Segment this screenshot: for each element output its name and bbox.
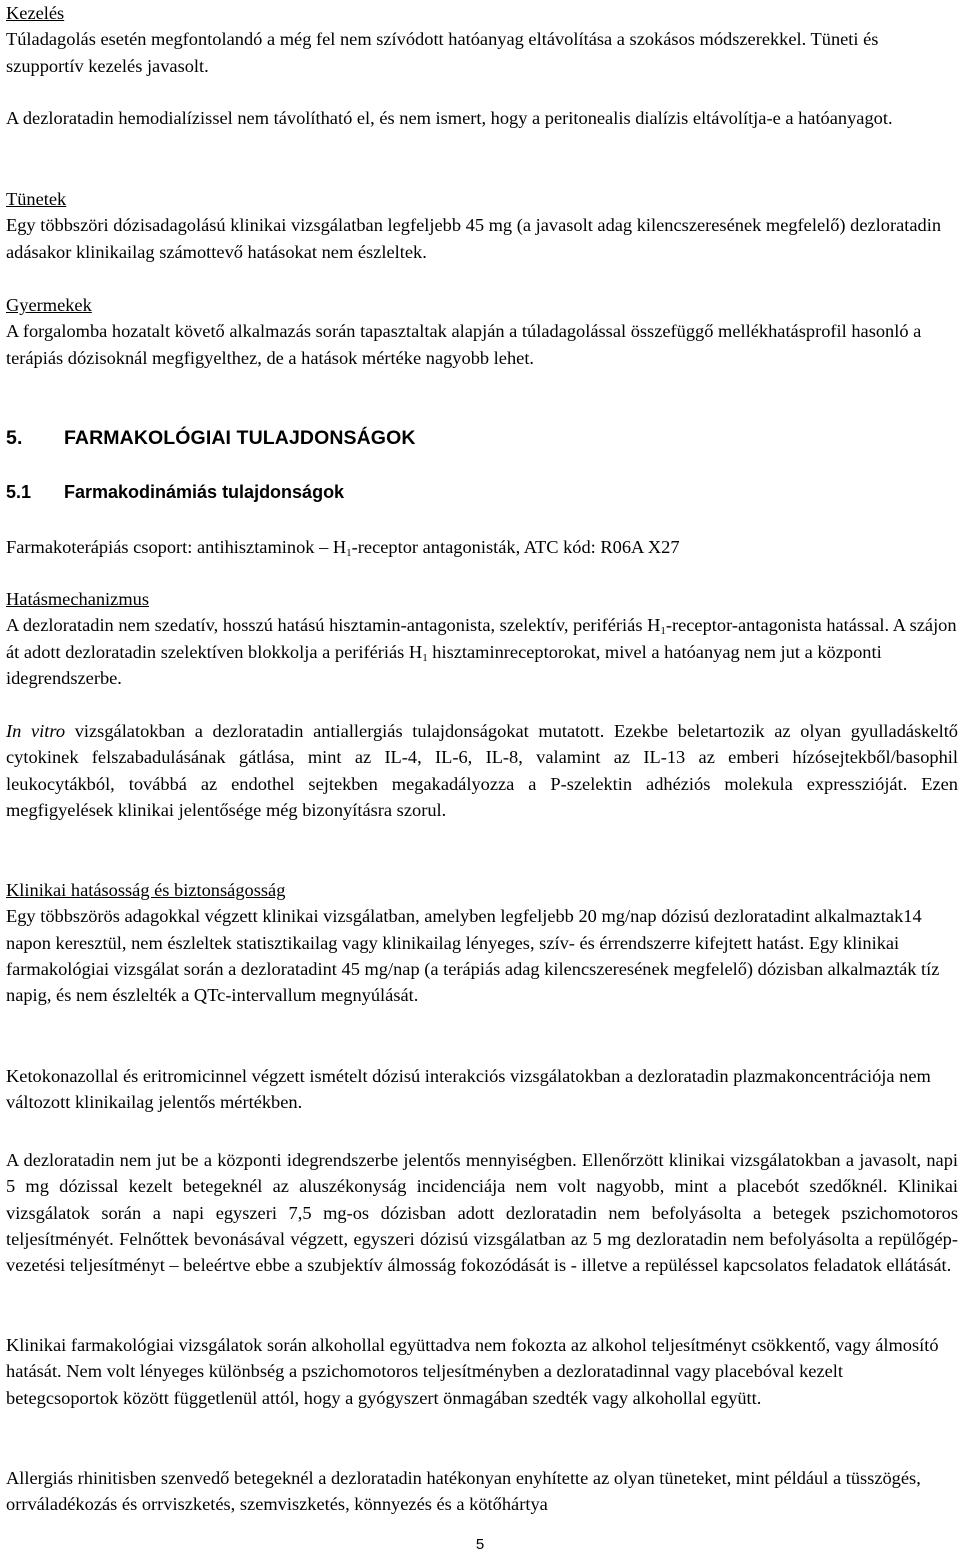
section-5-heading: [6, 425, 958, 451]
heading-efficacy: Klinikai hatásosság és biztonságosság: [6, 880, 286, 900]
section-efficacy: [6, 877, 958, 1008]
section-mechanism: [6, 586, 958, 691]
section-kezeles: [6, 0, 958, 79]
page-number: 5: [475, 1536, 485, 1553]
paragraph-kezeles: Túladagolás esetén megfontolandó a még fel nem szívódott hatóanyag eltávolítása a szokásos módszerekkel. Tüneti és szupportív kezelés javasolt.: [6, 29, 879, 76]
paragraph-ketoconazole: Ketokonazollal és eritromicinnel végzett ismételt dózisú interakciós vizsgálatokban a dezloratadin plazmakoncentrációja nem változott klinikailag jelentős mértékben.: [6, 1066, 931, 1113]
section-tunetek: [6, 186, 958, 265]
paragraph-dialysis: A dezloratadin hemodialízissel nem távolítható el, és nem ismert, hogy a peritonealis dialízis eltávolítja-e a hatóanyagot.: [6, 108, 893, 128]
paragraph-allergic: Allergiás rhinitisben szenvedő betegeknél a dezloratadin hatékonyan enyhítette az olyan tüneteket, mint például a tüsszögés, orrváladékozás és orrviszketés, szemviszketés, könnyezés és a kötőhártya: [6, 1468, 921, 1515]
paragraph-invitro: [6, 718, 958, 823]
section-gyermekek: [6, 292, 958, 371]
paragraph-mechanism: [6, 612, 958, 691]
invitro-italic: In vitro: [6, 721, 66, 741]
paragraph-pharmaco-group: [6, 534, 958, 560]
section-5-1-heading: [6, 479, 958, 505]
paragraph-cns: A dezloratadin nem jut be a központi idegrendszerbe jelentős mennyiségben. Ellenőrzött klinikai vizsgálatokban a javasolt, napi 5 mg dózissal kezelt betegeknél az aluszékonyság incidenciája nem volt nagyobb, mint a placebót szedőknél. Klinikai vizsgálatok során a napi egyszeri 7,5 mg-os dózisban adott dezloratadin nem befolyásolta a betegek pszichomotoros teljesítményét. Felnőttek bevonásával végzett, egyszeri dózisú vizsgálatban az 5 mg dezloratadin nem befolyásolta a repülőgép-vezetési teljesítményt – beleértve ebbe a szubjektív álmosság fokozódását is - illetve a repüléssel kapcsolatos feladatok ellátását.: [6, 1150, 958, 1276]
section-5-1-title: Farmakodinámiás tulajdonságok: [64, 482, 345, 502]
mechanism-text-3: hisztaminreceptorokat, mivel a hatóanyag nem jut a központi idegrendszerbe.: [6, 641, 882, 688]
pharmaco-group-text: Farmakoterápiás csoport: antihisztaminok – H: [6, 537, 347, 557]
heading-tunetek: Tünetek: [6, 189, 67, 209]
paragraph-alcohol: Klinikai farmakológiai vizsgálatok során alkohollal együttadva nem fokozta az alkohol teljesítményt csökkentő, vagy álmosító hatását. Nem volt lényeges különbség a pszichomotoros teljesítményben a dezloratadinnal vagy placebóval kezelt betegcsoportok között függetlenül attól, hogy a gyógyszert önmagában szedték vagy alkohollal együtt.: [6, 1335, 939, 1408]
heading-kezeles: Kezelés: [6, 3, 65, 23]
mechanism-text-2: -receptor-antagonista hatással. A szájon át adott dezloratadin szelektíven blokkolja a perifériás H: [6, 615, 957, 662]
section-5-number: 5.: [6, 427, 23, 449]
paragraph-tunetek: Egy többszöri dózisadagolású klinikai vizsgálatban legfeljebb 45 mg (a javasolt adag kilencszeresének megfelelő) dezloratadin adásakor klinikailag számottevő hatásokat nem észleltek.: [6, 215, 942, 262]
heading-mechanism: Hatásmechanizmus: [6, 589, 149, 609]
section-5-1-number: 5.1: [6, 482, 32, 502]
subscript: 1: [660, 625, 666, 638]
heading-gyermekek: Gyermekek: [6, 295, 92, 315]
invitro-text: vizsgálatokban a dezloratadin antiallergiás tulajdonságokat mutatott. Ezekbe beletartozik az olyan gyulladáskeltő cytokinek felszabadulásának gátlása, mint az IL-4, IL-6, IL-8, valamint az IL-13 az emberi hízósejtekből/basophil leukocytákból, továbbá az endothel sejtekben megakadályozza a P-szelektin adhéziós molekula expresszióját. Ezen megfigyelések klinikai jelentősége még bizonyításra szorul.: [6, 721, 958, 820]
paragraph-efficacy: Egy többszörös adagokkal végzett klinikai vizsgálatban, amelyben legfeljebb 20 mg/nap dózisú dezloratadint alkalmaztak14 napon keresztül, nem észleltek statisztikailag vagy klinikailag lényeges, szív- és érrendszerre kifejtett hatást. Egy klinikai farmakológiai vizsgálat során a dezloratadint 45 mg/nap (a terápiás adag kilencszeresének megfelelő) dózisban alkalmazták tíz napig, és nem észlelték a QTc-intervallum megnyúlását.: [6, 906, 940, 1006]
mechanism-text-1: A dezloratadin nem szedatív, hosszú hatású hisztamin-antagonista, szelektív, perifériás H: [6, 615, 661, 636]
subscript: 1: [346, 547, 352, 559]
subscript: 1: [422, 651, 428, 664]
section-5-title: FARMAKOLÓGIAI TULAJDONSÁGOK: [64, 427, 416, 449]
paragraph-gyermekek: A forgalomba hozatalt követő alkalmazás során tapasztaltak alapján a túladagolással összefüggő mellékhatásprofil hasonló a terápiás dózisoknál megfigyelthez, de a hatások mértéke nagyobb lehet.: [6, 321, 922, 368]
pharmaco-group-text-cont: -receptor antagonisták, ATC kód: R06A X27: [351, 537, 680, 557]
